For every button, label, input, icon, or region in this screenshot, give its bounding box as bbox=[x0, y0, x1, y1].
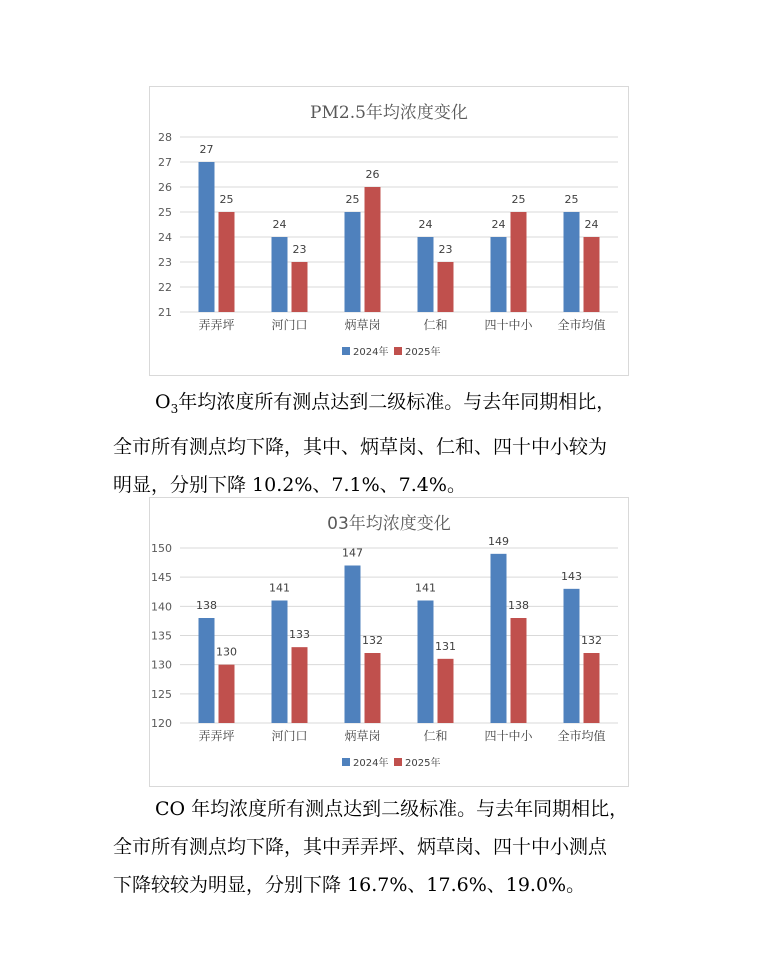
chart-title: PM2.5年均浓度变化 bbox=[310, 103, 468, 123]
o3-paragraph bbox=[113, 383, 673, 504]
data-label: 25 bbox=[345, 193, 360, 206]
bar bbox=[272, 601, 288, 724]
bar bbox=[219, 665, 235, 723]
x-tick-label: 仁和 bbox=[423, 318, 448, 332]
bar bbox=[199, 618, 215, 723]
bar bbox=[584, 653, 600, 723]
bar bbox=[491, 237, 507, 312]
y-tick-label: 145 bbox=[151, 571, 172, 585]
bar bbox=[365, 653, 381, 723]
data-label: 25 bbox=[511, 193, 526, 206]
bar bbox=[438, 262, 454, 312]
data-label: 130 bbox=[216, 645, 237, 659]
bar bbox=[491, 554, 507, 723]
data-label: 138 bbox=[508, 599, 529, 612]
bar bbox=[365, 187, 381, 312]
x-tick-label: 四十中小 bbox=[484, 318, 533, 332]
data-label: 149 bbox=[488, 534, 509, 548]
legend-swatch bbox=[394, 347, 402, 355]
o3-chart-svg bbox=[150, 498, 628, 786]
y-tick-label: 140 bbox=[151, 600, 172, 614]
data-label: 131 bbox=[435, 639, 456, 653]
legend-label: 2025年 bbox=[405, 347, 441, 358]
bar bbox=[345, 566, 361, 724]
y-tick-label: 135 bbox=[151, 629, 172, 643]
o3-symbol: $O_3$ bbox=[155, 391, 179, 416]
x-tick-label: 炳草岗 bbox=[344, 729, 381, 743]
y-tick-label: 28 bbox=[158, 131, 172, 144]
y-tick-label: 26 bbox=[158, 181, 172, 194]
legend-label: 2025年 bbox=[405, 758, 441, 769]
co-line-2: 全市所有测点均下降，其中弄弄坪、炳草岗、四十中小测点 bbox=[113, 836, 608, 858]
x-tick-label: 弄弄坪 bbox=[198, 729, 235, 743]
x-tick-label: 河门口 bbox=[271, 318, 308, 332]
y-tick-label: 23 bbox=[158, 256, 172, 269]
bar bbox=[438, 659, 454, 723]
o3-line-3: 明显，分别下降 10.2%、7.1%、7.4%。 bbox=[113, 473, 466, 496]
co-line-1: CO 年均浓度所有测点达到二级标准。与去年同期相比， bbox=[155, 798, 629, 820]
pm25-chart bbox=[149, 86, 629, 376]
data-label: 24 bbox=[491, 218, 506, 231]
x-tick-label: 全市均值 bbox=[557, 729, 606, 743]
data-label: 25 bbox=[219, 193, 234, 206]
data-label: 141 bbox=[415, 581, 436, 595]
bar bbox=[584, 237, 600, 312]
bar bbox=[292, 262, 308, 312]
bar bbox=[272, 237, 288, 312]
y-tick-label: 130 bbox=[151, 658, 172, 672]
co-line-3: 下降较较为明显，分别下降 16.7%、17.6%、19.0%。 bbox=[113, 874, 586, 896]
y-tick-label: 120 bbox=[151, 717, 172, 730]
bar bbox=[511, 618, 527, 723]
data-label: 24 bbox=[272, 218, 287, 231]
x-tick-label: 仁和 bbox=[423, 729, 448, 743]
y-tick-label: 24 bbox=[158, 231, 172, 244]
data-label: 132 bbox=[362, 634, 383, 647]
y-tick-label: 27 bbox=[158, 156, 172, 169]
x-tick-label: 炳草岗 bbox=[344, 318, 381, 332]
o3-chart bbox=[149, 497, 629, 787]
bar bbox=[564, 212, 580, 312]
data-label: 138 bbox=[196, 599, 217, 612]
data-label: 26 bbox=[365, 168, 380, 181]
bar bbox=[219, 212, 235, 312]
x-tick-label: 河门口 bbox=[271, 729, 308, 743]
data-label: 132 bbox=[581, 634, 602, 647]
bar bbox=[418, 601, 434, 724]
data-label: 24 bbox=[584, 218, 599, 231]
o3-line-1: $O_3$年均浓度所有测点达到二级标准。与去年同期相比， bbox=[155, 391, 616, 416]
data-label: 141 bbox=[269, 581, 290, 595]
legend-swatch bbox=[342, 347, 350, 355]
chart-title: 03年均浓度变化 bbox=[327, 514, 451, 534]
y-tick-label: 25 bbox=[158, 206, 172, 219]
data-label: 27 bbox=[199, 143, 214, 156]
bar bbox=[199, 162, 215, 312]
y-tick-label: 150 bbox=[151, 542, 172, 555]
bar bbox=[418, 237, 434, 312]
data-label: 25 bbox=[564, 193, 579, 206]
y-tick-label: 125 bbox=[151, 687, 172, 701]
bar bbox=[345, 212, 361, 312]
y-tick-label: 21 bbox=[158, 306, 172, 319]
pm25-chart-svg bbox=[150, 87, 628, 375]
x-tick-label: 全市均值 bbox=[557, 318, 606, 332]
o3-line-2: 全市所有测点均下降，其中、炳草岗、仁和、四十中小较为 bbox=[113, 435, 608, 458]
data-label: 143 bbox=[561, 569, 582, 583]
data-label: 23 bbox=[292, 243, 307, 256]
legend-label: 2024年 bbox=[353, 347, 389, 358]
data-label: 147 bbox=[342, 546, 363, 560]
legend-label: 2024年 bbox=[353, 758, 389, 769]
x-tick-label: 弄弄坪 bbox=[198, 318, 235, 332]
co-paragraph bbox=[113, 790, 673, 904]
x-tick-label: 四十中小 bbox=[484, 729, 533, 743]
bar bbox=[292, 647, 308, 723]
bar bbox=[564, 589, 580, 723]
data-label: 23 bbox=[438, 243, 453, 256]
bar bbox=[511, 212, 527, 312]
legend-swatch bbox=[394, 758, 402, 766]
data-label: 24 bbox=[418, 218, 433, 231]
y-tick-label: 22 bbox=[158, 281, 172, 294]
legend-swatch bbox=[342, 758, 350, 766]
data-label: 133 bbox=[289, 628, 310, 642]
